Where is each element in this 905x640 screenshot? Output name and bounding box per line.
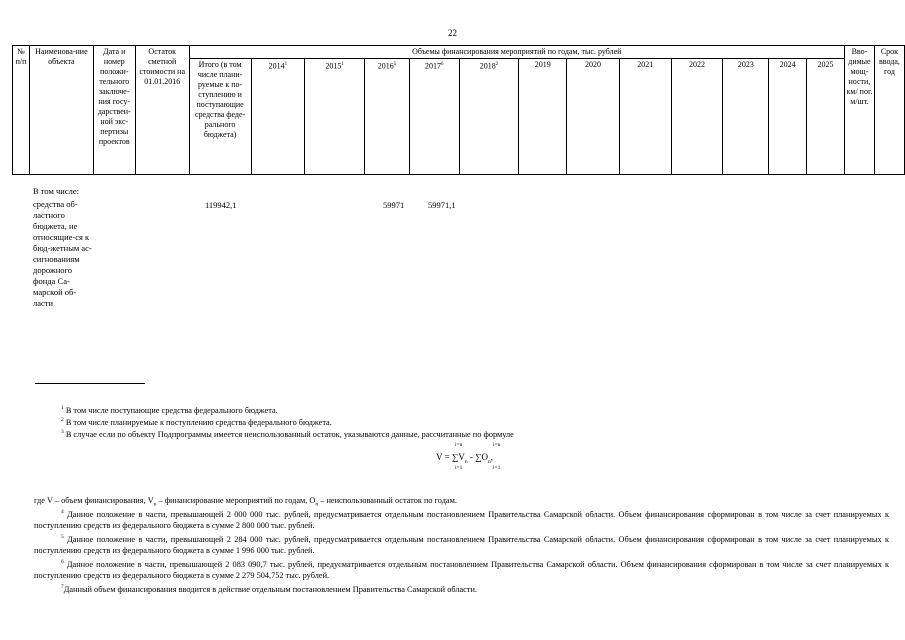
formula-legend: где V – объем финансирования, $V_n$ – финансирование мероприятий по годам, $O_n$ – неиспользованный остаток по годам. [34,496,457,508]
header-year: 2017$^6$ [409,59,459,175]
footnote-3: $^3$ В случае если по объекту Подпрограммы имеется неиспользованный остаток, указываются данные, рассчитанные по формуле [61,429,514,439]
row-2016-value: 59971 [383,200,405,210]
header-year: 2014$^1$ [251,59,305,175]
header-year: 2020 [567,59,620,175]
row-including-label: В том числе: [33,186,79,196]
footnote-4: $^4$ Данное положение в части, превышающей 2 000 000 тыс. рублей, предусматривается отдельным постановлением Правительства Самарской области. Объем финансирования сформирован в том числе за счет планируемых к поступлению средств из федерального бюджета в сумме 2 800 000 тыс. рублей. [34,509,889,530]
financing-table-header [12,45,905,175]
footnote-6: $^6$ Данное положение в части, превышающей 2 083 090,7 тыс. рублей, предусматривается отдельным постановлением Правительства Самарской области. Объем финансирования сформирован в том числе за счет планируемых к поступлению средств из федерального бюджета в сумме 2 279 504,752 тыс. рублей. [34,559,890,580]
header-capacity: Вво-димые мощ-ности, км/ пог. м/шт. [844,46,874,175]
header-year: 2023 [723,59,769,175]
footnote-1: $^1$ В том числе поступающие средства федерального бюджета. [61,405,278,415]
header-expertise-date: Дата и номер положи-тельного заключе-ния госу-дарствен-ной экс-пертизы проектов [93,46,135,175]
header-year: 2016$^5$ [365,59,410,175]
footnote-2: $^2$ В том числе планируемые к поступлению средства федерального бюджета. [61,417,332,427]
formula: i=n i=n $V = \sum V_n - \sum O_n$, i=1 i=1 [436,442,501,471]
header-year: 2019 [519,59,567,175]
header-volumes: Объемы финансирования мероприятий по годам, тыс. рублей [189,46,844,59]
footnote-5: $^5$ Данное положение в части, превышающей 2 284 000 тыс. рублей, предусматривается отдельным постановлением Правительства Самарской области. Объем финансирования сформирован в том числе за счет планируемых к поступлению средств из федерального бюджета в сумме 1 996 000 тыс. рублей. [34,534,889,555]
page-number: 22 [448,28,457,38]
header-year: 2022 [671,59,723,175]
header-year: 2025 [807,59,845,175]
row-object-name: средства об-ластного бюджета, не относящие-ся к бюд-жетным ас-сигнованиям дорожного фонда Са-марской об-ласти [33,199,92,308]
footnote-7: $^7$Данный объем финансирования вводится в действие отдельным постановлением Правительства Самарской области. [61,584,477,594]
header-deadline: Срок ввода, год [874,46,904,175]
row-2017-value: 59971,1 [428,200,456,210]
header-year: 2015$^1$ [305,59,365,175]
header-total: Итого (в том числе плани-руемые к по-ступлению и поступающие средства феде-рального бюджета) [189,59,251,175]
header-year: 2021 [619,59,671,175]
row-total-value: 119942,1 [205,200,237,210]
footnote-separator [35,383,145,384]
header-object-name: Наименова-ние объекта [29,46,93,175]
header-balance: Остаток сметной стоимости на 01.01.2016 [135,46,189,175]
header-year: 2018$^2$ [459,59,519,175]
header-no: № п/п [13,46,30,175]
header-year: 2024 [769,59,807,175]
